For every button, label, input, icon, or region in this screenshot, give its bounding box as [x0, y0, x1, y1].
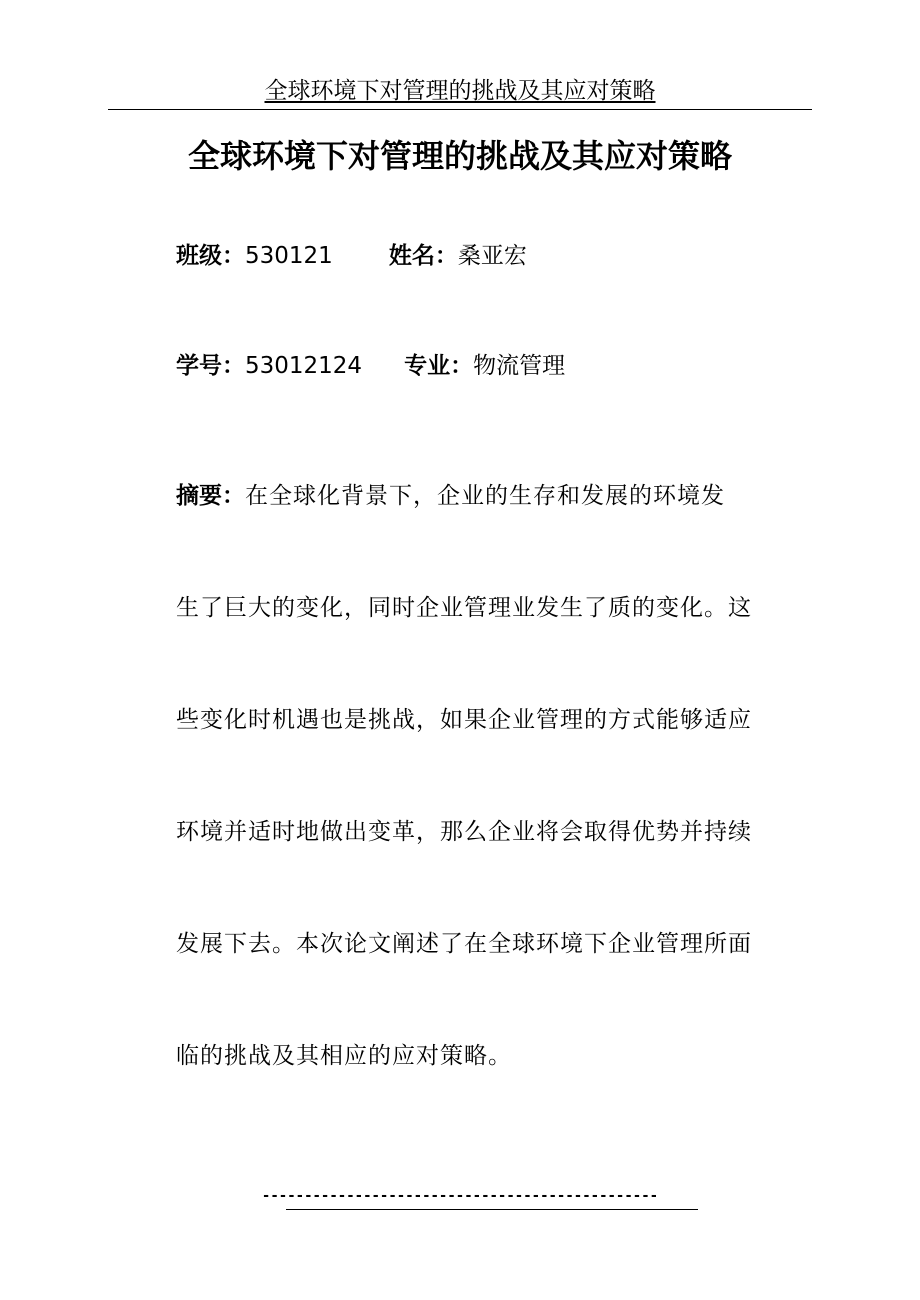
- name-label: 姓名：: [388, 243, 458, 269]
- major-label: 专业：: [404, 353, 474, 379]
- abstract-text: 在全球化背景下，企业的生存和发展的环境发: [245, 483, 725, 509]
- abstract-label: 摘要：: [176, 483, 245, 509]
- info-row-class-name: [176, 240, 527, 272]
- student-id-label: 学号：: [176, 353, 245, 379]
- abstract-line: 生了巨大的变化，同时企业管理业发生了质的变化。这: [176, 595, 752, 621]
- footer-rule: [286, 1209, 698, 1210]
- student-id-value: 53012124: [245, 353, 363, 379]
- class-value: 530121: [245, 243, 333, 269]
- abstract: [176, 477, 816, 1149]
- abstract-line: 些变化时机遇也是挑战，如果企业管理的方式能够适应: [176, 707, 752, 733]
- info-row-id-major: [176, 350, 565, 382]
- abstract-line: [176, 477, 816, 589]
- running-header: 全球环境下对管理的挑战及其应对策略: [264, 78, 656, 104]
- footer-dash-line: -----------------------------------------------: [261, 1188, 659, 1204]
- name-value: 桑亚宏: [457, 243, 527, 269]
- class-label: 班级：: [176, 243, 245, 269]
- major-value: 物流管理: [473, 353, 566, 379]
- abstract-line: 环境并适时地做出变革，那么企业将会取得优势并持续: [176, 819, 752, 845]
- abstract-line: 临的挑战及其相应的应对策略。: [176, 1043, 512, 1069]
- document-title: 全球环境下对管理的挑战及其应对策略: [187, 137, 732, 175]
- header-rule: [108, 109, 812, 110]
- abstract-line: 发展下去。本次论文阐述了在全球环境下企业管理所面: [176, 931, 752, 957]
